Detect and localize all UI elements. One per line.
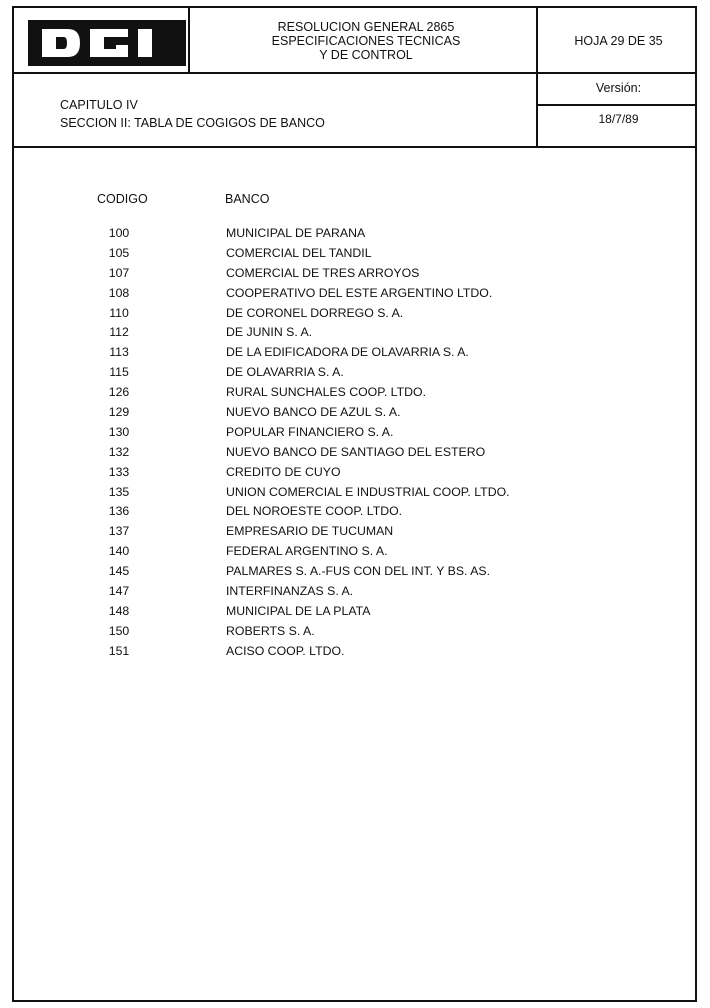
- bank-name: POPULAR FINANCIERO S. A.: [226, 424, 394, 439]
- bank-name: DE JUNIN S. A.: [226, 325, 313, 340]
- table-row: [14, 345, 695, 365]
- bank-code: 148: [108, 603, 130, 618]
- chapter-block: [60, 96, 325, 132]
- bank-code: 140: [108, 544, 130, 559]
- bank-name: ROBERTS S. A.: [226, 623, 315, 638]
- bank-name: MUNICIPAL DE PARANA: [226, 226, 366, 240]
- header-divider-left: [188, 8, 190, 72]
- dgi-logo: [28, 20, 186, 66]
- title-line-2: ESPECIFICACIONES TECNICAS: [271, 34, 461, 48]
- table-row: [14, 266, 695, 286]
- table-row: [14, 246, 695, 266]
- chapter-label: CAPITULO IV: [60, 98, 138, 112]
- bank-name: DEL NOROESTE COOP. LTDO.: [226, 504, 403, 519]
- table-row: [14, 604, 695, 624]
- table-row: [14, 325, 695, 345]
- bank-name: INTERFINANZAS S. A.: [226, 584, 354, 599]
- bank-code: 108: [108, 285, 130, 300]
- table-row: [14, 226, 695, 246]
- bank-code: 135: [108, 484, 130, 499]
- bank-name: UNION COMERCIAL E INDUSTRIAL COOP. LTDO.: [226, 484, 510, 499]
- bank-name: DE CORONEL DORREGO S. A.: [226, 305, 404, 320]
- bank-code: 137: [108, 524, 130, 539]
- page-number: HOJA 29 DE 35: [574, 34, 663, 48]
- bank-code: 147: [108, 584, 130, 599]
- table-row: [14, 524, 695, 544]
- bank-code: 113: [109, 345, 129, 360]
- bank-code: 100: [108, 226, 130, 240]
- column-header-bank: BANCO: [225, 192, 270, 206]
- bank-code: 105: [108, 245, 130, 260]
- table-row: [14, 365, 695, 385]
- table-row: [14, 485, 695, 505]
- column-header-code: CODIGO: [97, 192, 148, 206]
- bank-code: 130: [108, 424, 130, 439]
- table-row: [14, 306, 695, 326]
- table-row: [14, 584, 695, 604]
- bank-code: 126: [108, 385, 130, 400]
- table-row: [14, 504, 695, 524]
- bank-name: RURAL SUNCHALES COOP. LTDO.: [226, 385, 426, 400]
- bank-name: CREDITO DE CUYO: [226, 464, 341, 479]
- table-row: [14, 644, 695, 664]
- bank-name: COMERCIAL DEL TANDIL: [226, 245, 372, 260]
- table-row: [14, 425, 695, 445]
- section-label: SECCION II: TABLA DE COGIGOS DE BANCO: [60, 116, 325, 130]
- version-row-line: [536, 104, 695, 106]
- bank-name: DE LA EDIFICADORA DE OLAVARRIA S. A.: [226, 345, 469, 360]
- bank-code: 129: [108, 405, 130, 420]
- title-line-3: Y DE CONTROL: [319, 48, 413, 62]
- bank-name: PALMARES S. A.-FUS CON DEL INT. Y BS. AS.: [226, 564, 491, 579]
- bank-code: 110: [109, 305, 129, 320]
- table-row: [14, 465, 695, 485]
- table-row: [14, 624, 695, 644]
- bank-code: 150: [108, 623, 130, 638]
- bank-name: FEDERAL ARGENTINO S. A.: [226, 544, 388, 559]
- bank-code: 107: [108, 265, 130, 280]
- version-label: Versión:: [595, 81, 642, 95]
- bank-code: 133: [108, 464, 130, 479]
- bank-name: EMPRESARIO DE TUCUMAN: [226, 524, 394, 539]
- bank-name: NUEVO BANCO DE AZUL S. A.: [226, 405, 401, 420]
- header-row-line: [14, 72, 695, 74]
- bank-name: MUNICIPAL DE LA PLATA: [226, 603, 371, 618]
- document-title: [192, 20, 540, 62]
- table-row: [14, 445, 695, 465]
- bank-code: 136: [108, 504, 130, 519]
- bank-code: 132: [108, 444, 130, 459]
- bank-code: 151: [108, 643, 130, 658]
- bank-code-table: [14, 226, 695, 664]
- bank-name: ACISO COOP. LTDO.: [226, 643, 345, 658]
- table-row: [14, 405, 695, 425]
- page-frame: [12, 6, 697, 1002]
- bank-name: COOPERATIVO DEL ESTE ARGENTINO LTDO.: [226, 285, 493, 300]
- bank-name: DE OLAVARRIA S. A.: [226, 365, 344, 380]
- bank-name: NUEVO BANCO DE SANTIAGO DEL ESTERO: [226, 444, 486, 459]
- bank-code: 145: [108, 564, 130, 579]
- table-row: [14, 564, 695, 584]
- version-date: 18/7/89: [598, 112, 639, 126]
- table-row: [14, 385, 695, 405]
- header-bottom-line: [14, 146, 695, 148]
- bank-code: 115: [109, 365, 129, 380]
- table-row: [14, 544, 695, 564]
- title-line-1: RESOLUCION GENERAL 2865: [277, 20, 455, 34]
- table-row: [14, 286, 695, 306]
- bank-name: COMERCIAL DE TRES ARROYOS: [226, 265, 420, 280]
- bank-code: 112: [109, 325, 129, 340]
